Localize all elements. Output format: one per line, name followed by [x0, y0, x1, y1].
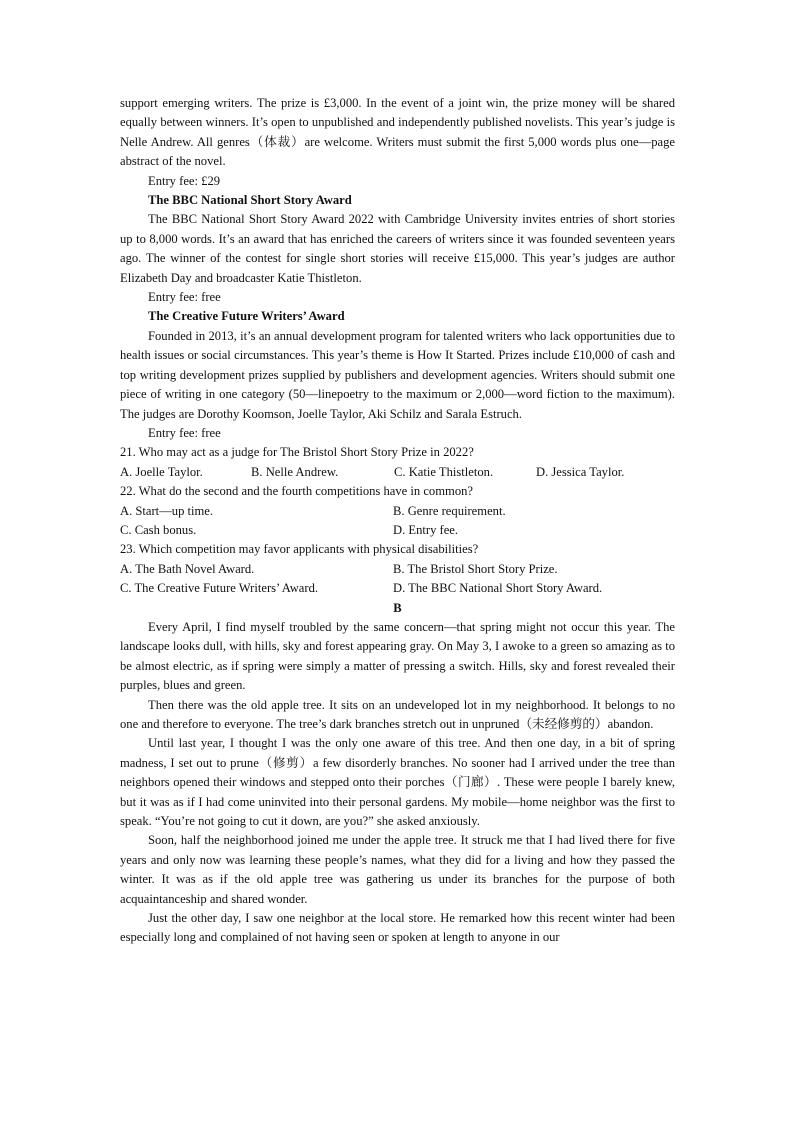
bbc-award-title: The BBC National Short Story Award: [148, 193, 352, 208]
q23-option-a: A. The Bath Novel Award.: [120, 561, 255, 576]
question-21-options: [120, 463, 675, 482]
question-22-options-row2: [120, 521, 675, 540]
creative-future-title: The Creative Future Writers’ Award: [148, 309, 345, 324]
q23-option-c: C. The Creative Future Writers’ Award.: [120, 581, 319, 596]
question-23-options-row1: [120, 560, 675, 579]
question-22: 22. What do the second and the fourth competitions have in common?: [120, 484, 474, 499]
document-page: [120, 94, 675, 948]
creative-future-entry-fee: Entry fee: free: [148, 425, 221, 440]
creative-future-description: Founded in 2013, it’s an annual development program for talented writers who lack opportunities due to health issues or social circumstances. This year’s theme is How It Started. Prizes include £10,000 of cash and top writing development prizes supplied by publishers and development agencies. Writers should submit one piece of writing in one category (50—linepoetry to the maximum or 2,000—word fiction to the maximum). The judges are Dorothy Koomson, Joelle Taylor, Aki Schilz and Sarala Estruch.: [120, 328, 675, 421]
q23-option-d: D. The BBC National Short Story Award.: [393, 581, 603, 596]
question-23-options-row2: [120, 579, 675, 598]
q22-option-a: A. Start—up time.: [120, 503, 214, 518]
passage-b-paragraph-5: Just the other day, I saw one neighbor at the local store. He remarked how this recent winter had been especially long and complained of not having seen or spoken at length to anyone in our: [120, 911, 675, 945]
q21-option-c: C. Katie Thistleton.: [394, 464, 494, 479]
passage-b-paragraph-3: Until last year, I thought I was the only one aware of this tree. And then one day, in a bit of spring madness, I set out to prune（修剪）a few disorderly branches. No sooner had I arrived under the tree than neighbors opened their windows and stepped onto their porches（门廊）. These were people I barely knew, but it was as if I had come uninvited into their personal gardens. My mobile—home neighbor was the first to speak. “You’re not going to cut it down, are you?” she asked anxiously.: [120, 736, 675, 829]
question-21: 21. Who may act as a judge for The Bristol Short Story Prize in 2022?: [120, 445, 474, 460]
bbc-award-description: The BBC National Short Story Award 2022 with Cambridge University invites entries of short stories up to 8,000 words. It’s an award that has enriched the careers of writers since it was founded seventeen years ago. The winner of the contest for single short stories will receive £15,000. This year’s judges are author Elizabeth Day and broadcaster Katie Thistleton.: [120, 212, 675, 285]
bristol-description: support emerging writers. The prize is £3,000. In the event of a joint win, the prize money will be shared equally between winners. It’s open to unpublished and independently published novelists. This year’s judge is Nelle Andrew. All genres（体裁）are welcome. Writers must submit the first 5,000 words plus one—page abstract of the novel.: [120, 96, 675, 169]
q21-option-d: D. Jessica Taylor.: [536, 464, 625, 479]
q23-option-b: B. The Bristol Short Story Prize.: [393, 561, 558, 576]
question-23: 23. Which competition may favor applicants with physical disabilities?: [120, 542, 479, 557]
q21-option-b: B. Nelle Andrew.: [251, 464, 339, 479]
bbc-entry-fee: Entry fee: free: [148, 290, 221, 305]
q22-option-d: D. Entry fee.: [393, 522, 459, 537]
section-b-heading: B: [393, 600, 402, 615]
bristol-entry-fee: Entry fee: £29: [148, 173, 221, 188]
question-22-options-row1: [120, 502, 675, 521]
q22-option-b: B. Genre requirement.: [393, 503, 506, 518]
passage-b-paragraph-1: Every April, I find myself troubled by the same concern—that spring might not occur this year. The landscape looks dull, with hills, sky and forest appearing gray. On May 3, I awoke to a green so amazing as to be almost electric, as if spring were simply a matter of pressing a switch. Hills, sky and forest revealed their purples, blues and green.: [120, 619, 675, 693]
q22-option-c: C. Cash bonus.: [120, 522, 197, 537]
passage-b-paragraph-4: Soon, half the neighborhood joined me under the apple tree. It struck me that I had lived there for five years and only now was learning these people’s names, what they did for a living and how they passed the winter. It was as if the old apple tree was gathering us under its branches for the purpose of both acquaintanceship and shared wonder.: [120, 833, 675, 906]
q21-option-a: A. Joelle Taylor.: [120, 464, 203, 479]
passage-b-paragraph-2: Then there was the old apple tree. It sits on an undeveloped lot in my neighborhood. It belongs to no one and therefore to everyone. The tree’s dark branches stretch out in unpruned（未经修剪的）abandon.: [120, 697, 675, 731]
